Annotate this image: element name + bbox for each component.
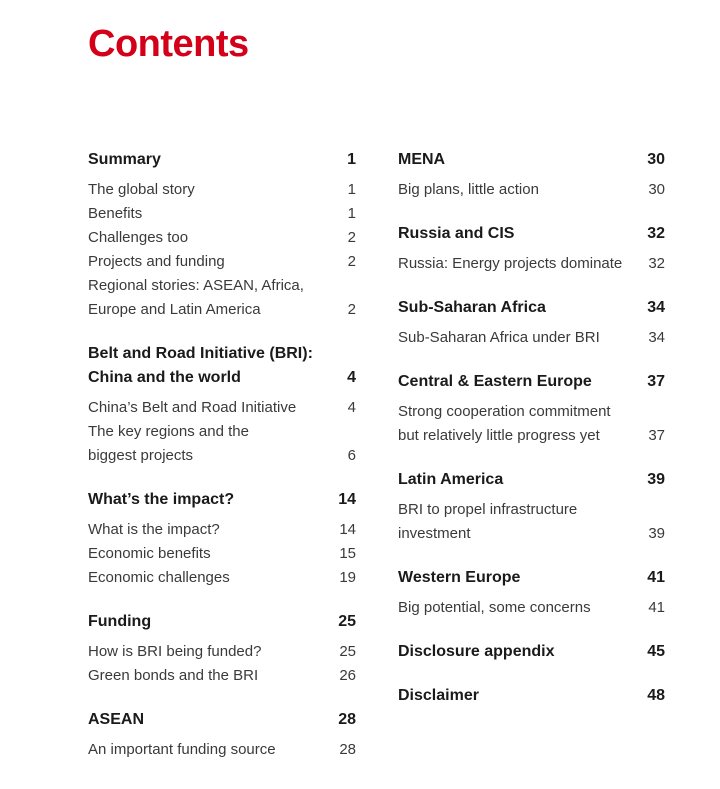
toc-entry[interactable] [88,178,356,202]
toc-page-number: 37 [648,427,665,444]
toc-entry[interactable] [398,498,665,546]
toc-heading-label [398,296,546,320]
toc-label-line: Economic challenges [88,569,230,586]
toc-page-number: 1 [347,205,356,222]
toc-section [398,296,665,350]
toc-label-line: BRI to propel infrastructure [398,501,578,518]
toc-label-line: Summary [88,151,161,168]
toc-page-number: 25 [339,643,356,660]
toc-entry[interactable] [398,400,665,448]
toc-entry[interactable] [88,396,356,420]
toc-entry[interactable] [88,274,356,322]
toc-label-line: Green bonds and the BRI [88,667,259,684]
toc-label-line: Russia: Energy projects dominate [398,255,623,272]
toc-label-line: An important funding source [88,741,276,758]
toc-page-number: 32 [648,255,665,272]
toc-label-line: investment [398,525,471,542]
toc-entry[interactable] [88,542,356,566]
toc-page-number: 48 [647,687,665,704]
toc-page-number: 4 [347,399,356,416]
toc-section [398,640,665,664]
toc-entry[interactable] [88,226,356,250]
toc-heading[interactable] [88,488,356,512]
toc-heading-label [398,370,592,394]
toc-label-line: Disclosure appendix [398,643,555,660]
toc-entry[interactable] [398,326,665,350]
toc-entry[interactable] [88,738,356,762]
toc-entry-label [88,640,261,664]
toc-heading[interactable] [398,566,665,590]
toc-label-line: Projects and funding [88,253,225,270]
toc-section [88,610,356,688]
toc-label-line: Benefits [88,205,143,222]
toc-heading-label [398,222,514,246]
toc-heading-label [398,684,479,708]
toc-heading-label [88,148,161,172]
toc-entry-label [88,202,142,226]
toc-page-number: 30 [648,181,665,198]
toc-page-number: 15 [339,545,356,562]
toc-label-line: Sub-Saharan Africa [398,299,546,316]
toc-page-number: 39 [647,471,665,488]
toc-section [88,708,356,762]
toc-label-line: Funding [88,613,152,630]
toc-heading[interactable] [398,370,665,394]
toc-page-number: 28 [339,741,356,758]
toc-heading[interactable] [88,610,356,634]
toc-column-left [88,148,356,782]
toc-label-line: Belt and Road Initiative (BRI): [88,345,313,362]
toc-label-line: ASEAN [88,711,145,728]
toc-entry-label [88,396,296,420]
toc-page-number: 34 [648,329,665,346]
toc-label-line: Challenges too [88,229,189,246]
toc-entry-label [88,566,230,590]
toc-entry-label [398,596,591,620]
toc-label-line: Big plans, little action [398,181,539,198]
toc-entry[interactable] [398,252,665,276]
toc-section [398,566,665,620]
toc-entry[interactable] [88,420,356,468]
toc-label-line: Europe and Latin America [88,301,261,318]
toc-entry[interactable] [88,640,356,664]
toc-entry-label [398,400,611,448]
toc-label-line: Latin America [398,471,504,488]
toc-heading-label [88,342,313,390]
toc-entry-label [398,498,577,546]
toc-label-line: Western Europe [398,569,521,586]
toc-section [88,488,356,590]
toc-section [398,370,665,448]
toc-page-number: 1 [347,181,356,198]
toc-heading[interactable] [398,296,665,320]
toc-page-number: 37 [647,373,665,390]
toc-label-line: How is BRI being funded? [88,643,262,660]
toc-entry-label [88,664,258,688]
toc-label-line: Disclaimer [398,687,479,704]
toc-heading-label [398,566,520,590]
toc-heading[interactable] [88,342,356,390]
toc-heading[interactable] [398,222,665,246]
page-title: Contents [88,23,249,65]
toc-heading-label [88,488,234,512]
toc-label-line: biggest projects [88,447,194,464]
toc-entry[interactable] [88,664,356,688]
toc-entry[interactable] [88,202,356,226]
toc-page-number: 26 [339,667,356,684]
toc-page-number: 14 [339,521,356,538]
toc-entry[interactable] [88,566,356,590]
toc-label-line: Big potential, some concerns [398,599,591,616]
toc-page-number: 25 [338,613,356,630]
toc-heading-label [398,468,503,492]
toc-heading[interactable] [398,640,665,664]
toc-label-line: What is the impact? [88,521,220,538]
toc-page-number: 39 [648,525,665,542]
toc-page-number: 30 [647,151,665,168]
table-of-contents [88,148,666,782]
toc-section [88,342,356,468]
toc-label-line: Regional stories: ASEAN, Africa, [88,277,304,294]
toc-heading-label [398,640,555,664]
toc-page-number: 14 [338,491,356,508]
toc-entry[interactable] [88,518,356,542]
toc-entry-label [88,250,225,274]
toc-page-number: 2 [347,301,356,318]
toc-column-right [398,148,665,782]
toc-label-line: Strong cooperation commitment [398,403,611,420]
toc-section [398,684,665,708]
toc-heading[interactable] [88,148,356,172]
toc-label-line: Central & Eastern Europe [398,373,592,390]
toc-heading[interactable] [88,708,356,732]
toc-page-number: 32 [647,225,665,242]
toc-entry-label [398,178,539,202]
toc-heading-label [88,708,144,732]
toc-entry-label [88,420,249,468]
toc-heading[interactable] [398,684,665,708]
toc-label-line: Russia and CIS [398,225,515,242]
toc-heading[interactable] [398,148,665,172]
toc-label-line: The key regions and the [88,423,249,440]
toc-page-number: 45 [647,643,665,660]
toc-page-number: 2 [347,229,356,246]
toc-label-line: The global story [88,181,195,198]
toc-entry[interactable] [398,178,665,202]
toc-heading-label [88,610,151,634]
toc-entry-label [398,326,600,350]
toc-page-number: 34 [647,299,665,316]
toc-entry-label [88,226,188,250]
toc-entry-label [88,518,220,542]
toc-page-number: 1 [347,151,356,168]
toc-label-line: Sub-Saharan Africa under BRI [398,329,600,346]
toc-entry-label [398,252,622,276]
toc-heading[interactable] [398,468,665,492]
toc-page-number: 41 [647,569,665,586]
toc-section [88,148,356,322]
toc-section [398,148,665,202]
toc-entry-label [88,542,211,566]
toc-label-line: Economic benefits [88,545,211,562]
toc-page-number: 6 [347,447,356,464]
toc-label-line: China’s Belt and Road Initiative [88,399,297,416]
toc-heading-label [398,148,445,172]
toc-entry-label [88,738,276,762]
toc-label-line: MENA [398,151,446,168]
toc-label-line: What’s the impact? [88,491,235,508]
toc-section [398,468,665,546]
toc-label-line: China and the world [88,369,241,386]
toc-label-line: but relatively little progress yet [398,427,600,444]
toc-entry-label [88,178,195,202]
toc-page-number: 2 [347,253,356,270]
toc-entry[interactable] [398,596,665,620]
toc-page-number: 28 [338,711,356,728]
toc-page-number: 41 [648,599,665,616]
toc-entry[interactable] [88,250,356,274]
toc-section [398,222,665,276]
toc-entry-label [88,274,304,322]
toc-page-number: 19 [339,569,356,586]
toc-page-number: 4 [347,369,356,386]
